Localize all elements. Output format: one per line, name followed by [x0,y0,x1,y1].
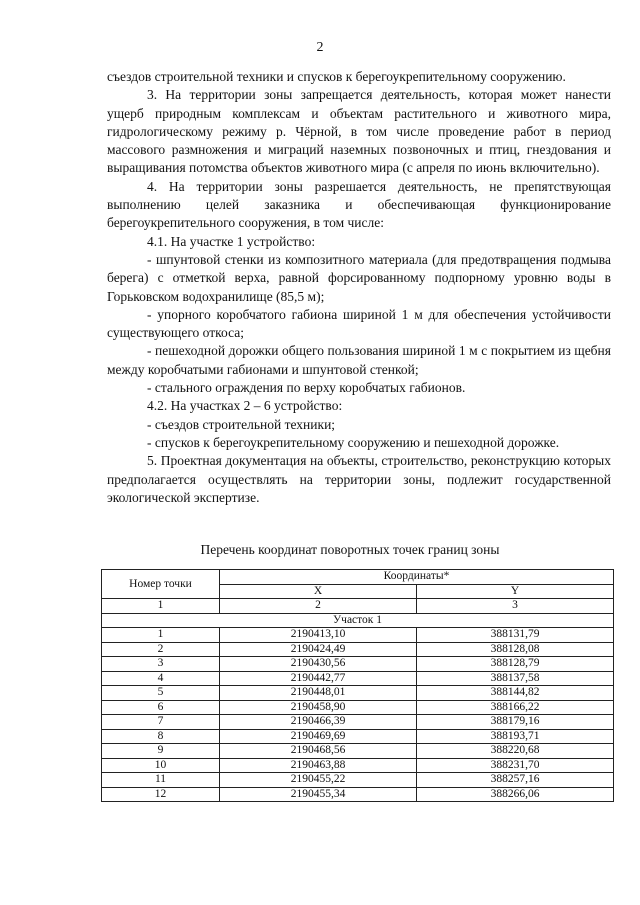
table-row [102,744,614,759]
page-number: 2 [316,40,324,55]
paragraph: 3. На территории зоны запрещается деятельность, которая может нанести ущерб природным комплексам и объектам растительного и животного мира, гидрологическому режиму р. Чёрной, в том числе проведение работ в период массового размножения и миграций наземных позвоночных и птиц, гнездования и выращивания потомства объектов животного мира (с апреля по июнь включительно). [107,87,611,176]
paragraph: - стального ограждения по верху коробчатых габионов. [147,380,466,396]
y-coordinate-cell: 388231,70 [417,758,614,773]
x-coordinate-cell: 2190424,49 [220,642,417,657]
paragraph: - упорного коробчатого габиона шириной 1 м для обеспечения устойчивости существующего откоса; [107,306,611,341]
y-coordinate-cell: 388131,79 [417,628,614,643]
x-coordinate-cell: 2190466,39 [220,715,417,730]
y-coordinate-cell: 388144,82 [417,686,614,701]
y-coordinate-cell: 388128,79 [417,657,614,672]
header-point-number: Номер точки [102,570,220,599]
x-coordinate-cell: 2190458,90 [220,700,417,715]
table-row [102,758,614,773]
paragraph: - съездов строительной техники; [147,416,336,432]
y-coordinate-cell: 388266,06 [417,787,614,802]
table-row [102,657,614,672]
point-number-cell: 9 [102,744,220,759]
x-coordinate-cell: 2190455,34 [220,787,417,802]
header-coordinates: Координаты* [220,570,614,585]
x-coordinate-cell: 2190463,88 [220,758,417,773]
y-coordinate-cell: 388220,68 [417,744,614,759]
table-row [102,715,614,730]
point-number-cell: 12 [102,787,220,802]
header-x: X [220,584,417,599]
table-row [102,773,614,788]
table-title: Перечень координат поворотных точек границ зоны [200,542,500,557]
column-number: 1 [102,599,220,614]
point-number-cell: 7 [102,715,220,730]
x-coordinate-cell: 2190469,69 [220,729,417,744]
paragraph: - спусков к берегоукрепительному сооружению и пешеходной дорожке. [147,434,560,450]
y-coordinate-cell: 388128,08 [417,642,614,657]
point-number-cell: 3 [102,657,220,672]
x-coordinate-cell: 2190413,10 [220,628,417,643]
x-coordinate-cell: 2190448,01 [220,686,417,701]
y-coordinate-cell: 388137,58 [417,671,614,686]
paragraph: 4. На территории зоны разрешается деятельность, не препятствующая выполнению целей заказника и обеспечивающая функционирование берегоукрепительного сооружения, в том числе: [107,178,611,231]
paragraph: 5. Проектная документация на объекты, строительство, реконструкцию которых предполагается осуществлять на территории зоны, подлежит государственной экологической экспертизе. [107,453,611,505]
y-coordinate-cell: 388193,71 [417,729,614,744]
point-number-cell: 10 [102,758,220,773]
point-number-cell: 6 [102,700,220,715]
point-number-cell: 5 [102,686,220,701]
table-row [102,642,614,657]
table-row [102,671,614,686]
y-coordinate-cell: 388166,22 [417,700,614,715]
point-number-cell: 8 [102,729,220,744]
table-row [102,628,614,643]
paragraph: 4.2. На участках 2 – 6 устройство: [147,398,343,414]
table-row [102,729,614,744]
point-number-cell: 4 [102,671,220,686]
column-number: 2 [220,599,417,614]
header-y: Y [417,584,614,599]
table-row [102,787,614,802]
point-number-cell: 1 [102,628,220,643]
paragraph: 4.1. На участке 1 устройство: [147,233,316,249]
x-coordinate-cell: 2190455,22 [220,773,417,788]
body-text [107,68,611,507]
paragraph: - шпунтовой стенки из композитного материала (для предотвращения подмыва берега) с отметкой верха, равной форсированному подпорному уровню воды в Горьковском водохранилище (85,5 м); [107,251,611,304]
x-coordinate-cell: 2190468,56 [220,744,417,759]
column-number: 3 [417,599,614,614]
x-coordinate-cell: 2190442,77 [220,671,417,686]
x-coordinate-cell: 2190430,56 [220,657,417,672]
point-number-cell: 2 [102,642,220,657]
paragraph: - пешеходной дорожки общего пользования шириной 1 м с покрытием из щебня между коробчатыми габионами и шпунтовой стенкой; [107,343,611,377]
point-number-cell: 11 [102,773,220,788]
table-row [102,700,614,715]
section-label: Участок 1 [102,613,614,628]
y-coordinate-cell: 388179,16 [417,715,614,730]
coordinates-table [101,569,614,802]
paragraph: съездов строительной техники и спусков к берегоукрепительному сооружению. [107,69,566,84]
table-row [102,686,614,701]
y-coordinate-cell: 388257,16 [417,773,614,788]
